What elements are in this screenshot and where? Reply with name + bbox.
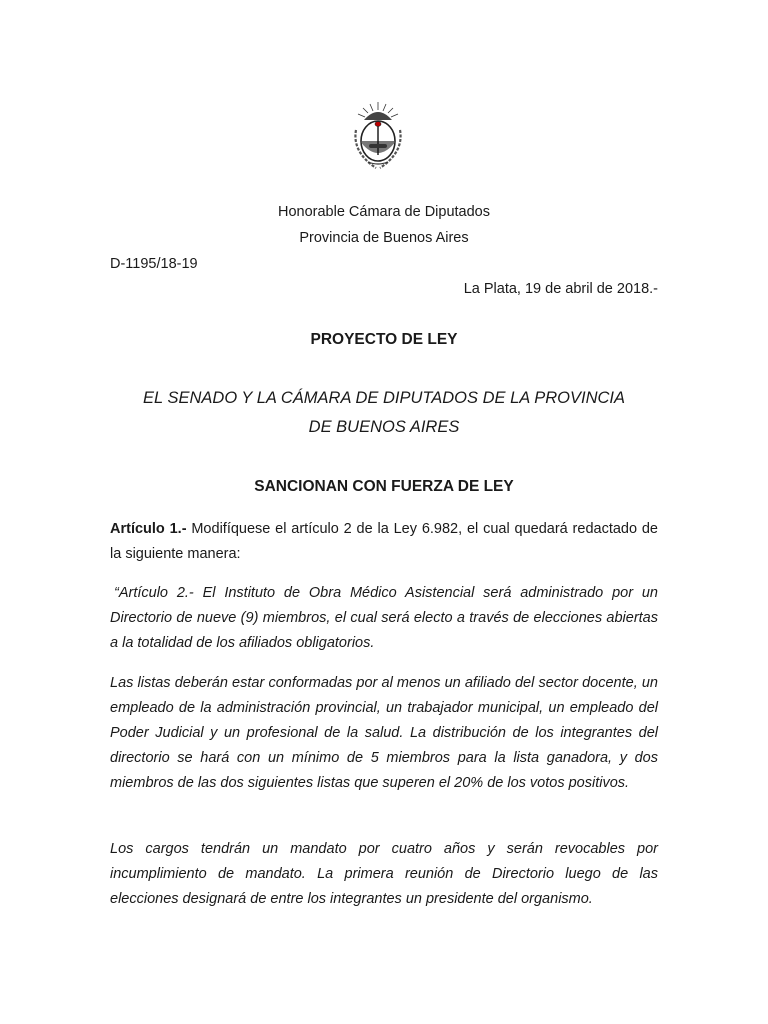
- quoted-paragraph-3: Los cargos tendrán un mandato por cuatro años y serán revocables por incumplimiento de mandato. La primera reunión de Directorio luego de las elecciones designará de entre los integrantes un presidente del organismo.: [110, 841, 658, 907]
- coat-of-arms-icon: [346, 100, 410, 172]
- enacting-clause-line1: EL SENADO Y LA CÁMARA DE DIPUTADOS DE LA PROVINCIA: [143, 389, 625, 407]
- place-date: La Plata, 19 de abril de 2018.-: [463, 281, 658, 297]
- sanction-clause: SANCIONAN CON FUERZA DE LEY: [254, 478, 514, 495]
- article-1-label: Artículo 1.-: [110, 521, 187, 537]
- quoted-paragraph-1: “Artículo 2.- El Instituto de Obra Médico Asistencial será administrado por un Directorio de nueve (9) miembros, el cual será electo a través de elecciones abiertas a la totalidad de los afiliados obligatorios.: [110, 585, 658, 651]
- quoted-paragraph-2: Las listas deberán estar conformadas por al menos un afiliado del sector docente, un empleado de la administración provincial, un trabajador municipal, un empleado del Poder Judicial y un profesional de la salud. La distribución de los integrantes del directorio se hará con un mínimo de 5 miembros para la lista ganadora, y dos miembros de las dos siguientes listas que superen el 20% de los votos positivos.: [110, 675, 658, 791]
- document-title: PROYECTO DE LEY: [310, 331, 458, 348]
- article-1-text: Modifíquese el artículo 2 de la Ley 6.982, el cual quedará redactado de la siguiente manera:: [110, 521, 658, 562]
- article-1: [110, 517, 658, 567]
- chamber-name: Honorable Cámara de Diputados: [278, 204, 490, 220]
- province-name: Provincia de Buenos Aires: [299, 230, 469, 246]
- enacting-clause-line2: DE BUENOS AIRES: [308, 418, 460, 436]
- file-number: D-1195/18-19: [110, 256, 198, 272]
